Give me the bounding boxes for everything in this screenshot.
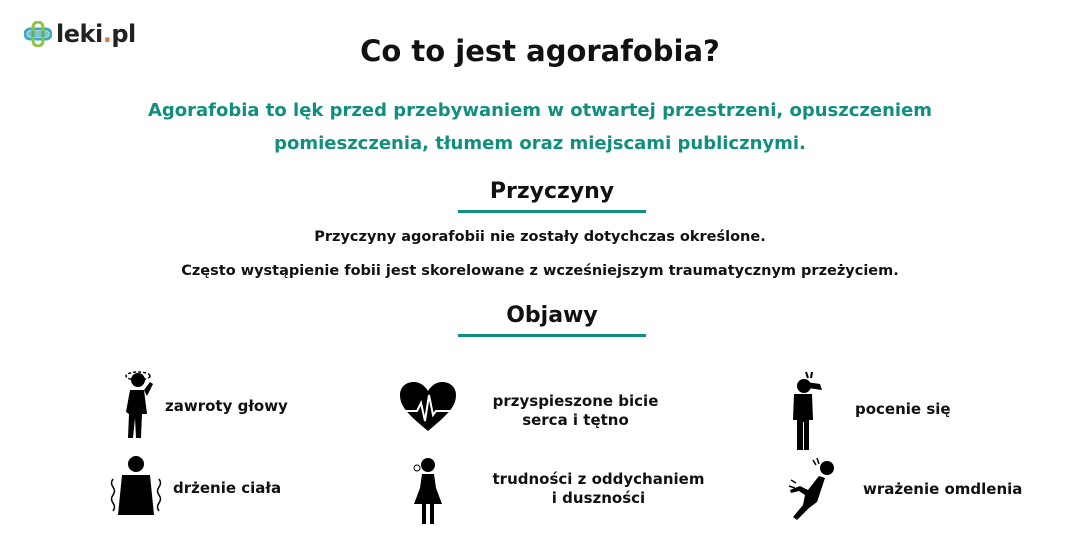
causes-text-2: Często wystąpienie fobii jest skorelowane z wcześniejszym traumatycznym przeżyciem. bbox=[181, 263, 899, 279]
sweating-person-icon bbox=[788, 370, 828, 452]
symptom-label: zawroty głowy bbox=[165, 397, 288, 415]
symptoms-heading: Objawy bbox=[458, 303, 646, 337]
intro-text: Agorafobia to lęk przed przebywaniem w otwartej przestrzeni, opuszczeniem pomieszczenia, tłumem oraz miejscami publicznymi. bbox=[147, 100, 933, 154]
logo-text: leki.pl bbox=[56, 20, 136, 48]
shivering-person-icon bbox=[108, 455, 164, 517]
causes-text-1: Przyczyny agorafobii nie zostały dotychczas określone. bbox=[314, 229, 766, 245]
causes-heading: Przyczyny bbox=[458, 179, 646, 213]
symptom-label: wrażenie omdlenia bbox=[863, 480, 1023, 498]
dizzy-person-icon bbox=[116, 368, 162, 440]
symptom-label: przyspieszone bicie serca i tętno bbox=[492, 392, 659, 429]
symptom-label: trudności z oddychaniem i duszności bbox=[492, 470, 705, 507]
fainting-person-icon bbox=[783, 456, 839, 524]
heartbeat-icon bbox=[399, 381, 457, 433]
symptom-label: drżenie ciała bbox=[173, 479, 282, 497]
page-title: Co to jest agorafobia? bbox=[360, 34, 720, 68]
breathing-difficulty-icon bbox=[410, 456, 446, 526]
symptom-label: pocenie się bbox=[855, 400, 951, 418]
